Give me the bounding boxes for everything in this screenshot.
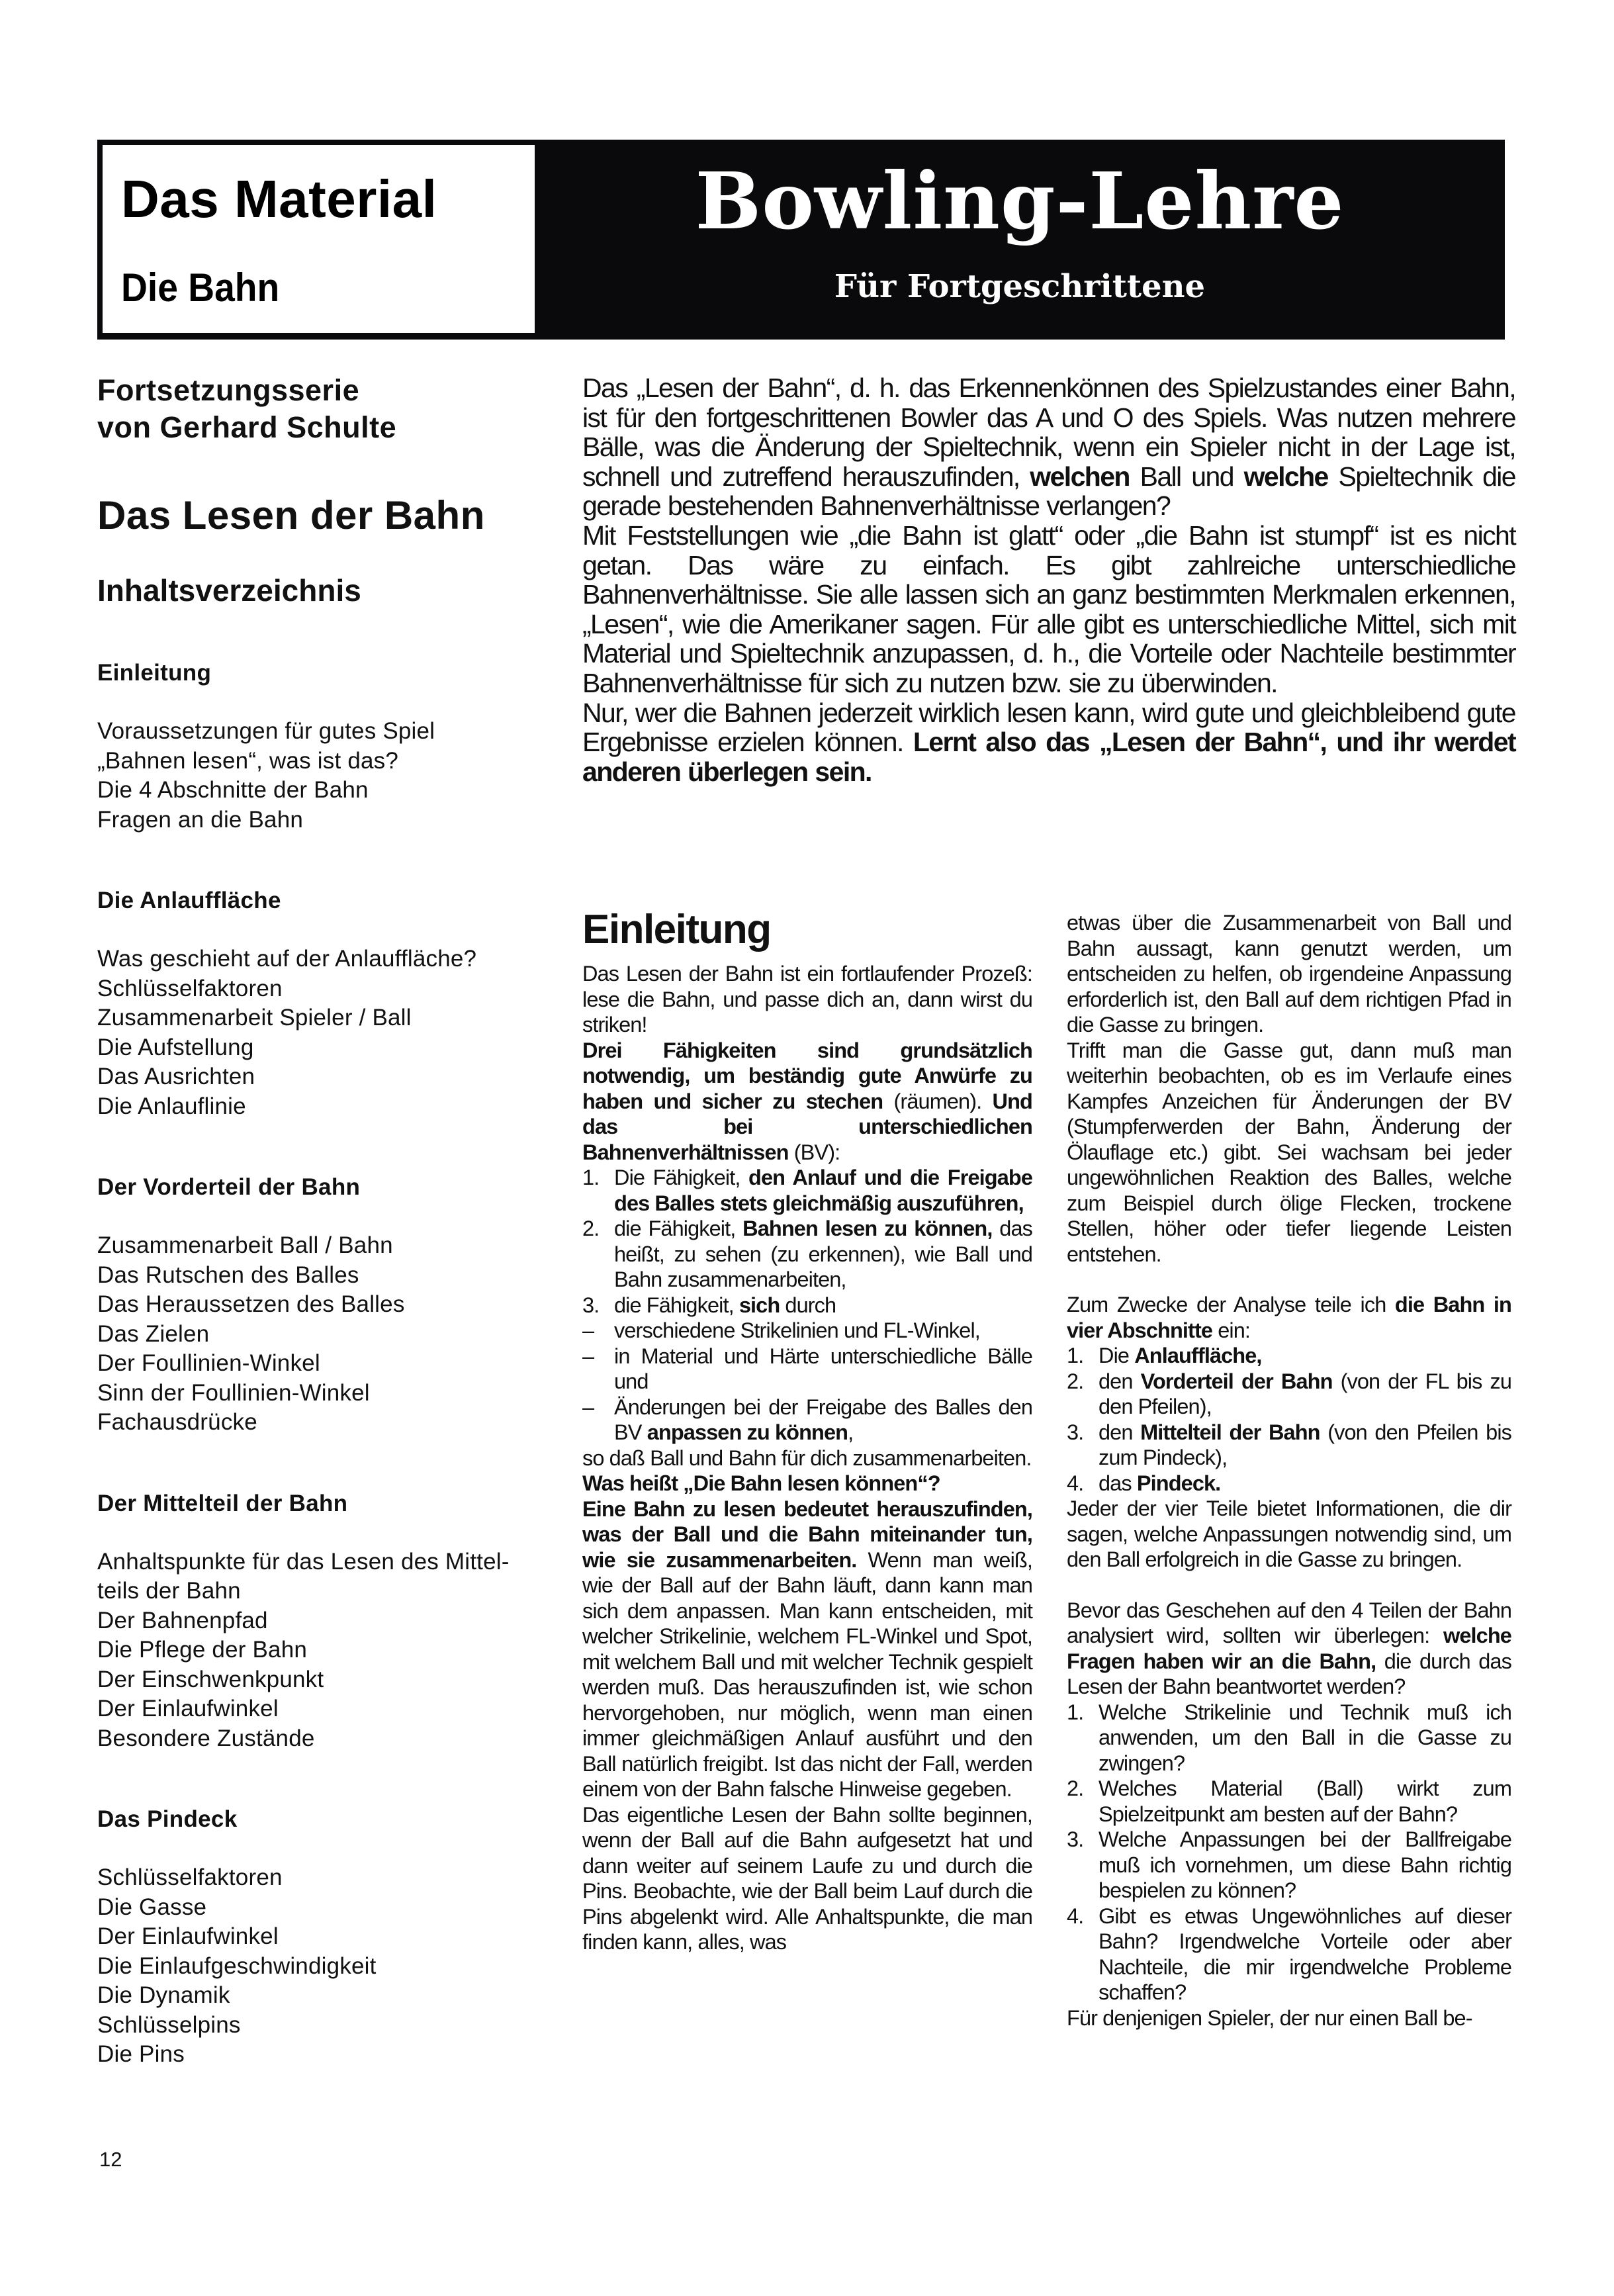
toc-item: Schlüsselfaktoren — [97, 975, 283, 1001]
header-category-box — [103, 145, 535, 333]
toc-section-heading: Das Pindeck — [97, 1806, 238, 1832]
toc-item: Der Foullinien-Winkel — [97, 1350, 320, 1376]
list-item: 3. den Mittelteil der Bahn (von den Pfeilen bis zum Pindeck), — [1067, 1420, 1511, 1469]
intro-paragraph: Das „Lesen der Bahn“, d. h. das Erkennenkönnen des Spielzustandes einer Bahn, ist für den fortgeschrittenen Bowler das A und O des Spiels. Was nutzen mehrere Bälle, was die Änderung der Spieltechnik, wenn ein Spieler nicht in der Lage ist, schnell und zutreffend herauszufinden, welchen Ball und welche Spieltechnik die gerade bestehenden Bahnenverhältnisse verlangen? — [582, 373, 1516, 522]
toc-section — [97, 1489, 547, 1754]
toc-section — [97, 1173, 547, 1438]
paragraph: Das Lesen der Bahn ist ein fortlaufender Prozeß: lese die Bahn, und passe dich an, dann wirst du striken! — [582, 962, 1032, 1036]
toc-section-heading: Einleitung — [97, 660, 212, 686]
toc-item: Anhaltspunkte für das Lesen des Mittel-teils der Bahn — [97, 1548, 510, 1604]
list-item: 3. Welche Anpassungen bei der Ballfreigabe muß ich vornehmen, um diese Bahn richtig bespielen zu können? — [1067, 1827, 1511, 1902]
toc-section-heading: Der Mittelteil der Bahn — [97, 1490, 348, 1516]
toc-item: Der Einlaufwinkel — [97, 1923, 279, 1949]
toc-item: Die Anlauflinie — [97, 1093, 246, 1119]
toc-item: „Bahnen lesen“, was ist das? — [97, 747, 399, 774]
toc-item: Die 4 Abschnitte der Bahn — [97, 777, 369, 803]
lane-sections-list — [1067, 1343, 1511, 1496]
intro-text — [582, 373, 1515, 786]
header-title-block — [535, 140, 1505, 340]
list-item: 2. den Vorderteil der Bahn (von der FL bis zu den Pfeilen), — [1067, 1369, 1511, 1418]
list-item: 3. die Fähigkeit, sich durch — [582, 1293, 836, 1317]
toc-item: Fachausdrücke — [97, 1409, 257, 1435]
emphasis: welchen — [1030, 461, 1130, 492]
toc-section — [97, 886, 547, 1121]
toc-item: Die Gasse — [97, 1894, 207, 1920]
list-item: 4. das Pindeck. — [1067, 1471, 1221, 1495]
section-heading: Einleitung — [582, 907, 771, 952]
toc-section-heading: Der Vorderteil der Bahn — [97, 1174, 361, 1200]
toc-item: Die Pins — [97, 2041, 185, 2067]
toc-item: Das Zielen — [97, 1320, 210, 1347]
list-item: 1. Die Anlauffläche, — [1067, 1344, 1262, 1367]
toc-item: Die Pflege der Bahn — [97, 1637, 308, 1663]
list-item: 1. Welche Strikelinie und Technik muß ich anwenden, um den Ball in die Gasse zu zwingen? — [1067, 1700, 1511, 1775]
intro-paragraph: Mit Feststellungen wie „die Bahn ist glatt“ oder „die Bahn ist stumpf“ ist es nicht getan. Das wäre zu einfach. Es gibt zahlreiche unterschiedliche Bahnenverhältnisse. Sie alle lassen sich an ganz bestimmten Merkmalen erkennen, „Lesen“, wie die Amerikaner sagen. Für alle gibt es unterschiedliche Mittel, sich mit Material und Spieltechnik anzupassen, d. h., die Vorteile oder Nachteile bestimmter Bahnenverhältnisse für sich zu nutzen bzw. sie zu überwinden. — [582, 520, 1515, 698]
toc-section — [97, 659, 547, 835]
questions-list — [1067, 1700, 1511, 2005]
list-item: 2. Welches Material (Ball) wirkt zum Spielzeitpunkt am besten auf der Bahn? — [1067, 1776, 1511, 1826]
series-byline — [97, 372, 547, 446]
skills-list — [582, 1165, 1032, 1318]
paragraph: so daß Ball und Bahn für dich zusammenarbeiten. — [582, 1446, 1032, 1470]
toc-section-heading: Die Anlauffläche — [97, 888, 281, 913]
list-item: 4. Gibt es etwas Ungewöhnliches auf dieser Bahn? Irgendwelche Vorteile oder aber Nachteile, die mir irgendwelche Probleme schaffen? — [1067, 1904, 1511, 2004]
toc-section — [97, 1805, 547, 2070]
emphasis: welche — [1243, 461, 1328, 492]
einleitung-column — [582, 905, 1032, 1955]
adaptation-list — [582, 1318, 1032, 1446]
list-item: – verschiedene Strikelinien und FL-Winkel, — [582, 1318, 980, 1342]
toc-item: Das Rutschen des Balles — [97, 1262, 359, 1288]
page-number: 12 — [99, 2148, 122, 2171]
toc-item: Der Einschwenkpunkt — [97, 1666, 324, 1692]
spacer — [1067, 1267, 1511, 1292]
paragraph: Bevor das Geschehen auf den 4 Teilen der Bahn analysiert wird, sollten wir überlegen: welche Fragen haben wir an die Bahn, die durch das Lesen der Bahn beantwortet werden? — [1067, 1598, 1511, 1698]
paragraph: Drei Fähigkeiten sind grundsätzlich notwendig, um beständig gute Anwürfe zu haben und sicher zu stechen (räumen). Und das bei unterschiedlichen Bahnenverhältnissen (BV): — [582, 1038, 1032, 1164]
toc-item: Der Bahnenpfad — [97, 1607, 268, 1633]
paragraph: Eine Bahn zu lesen bedeutet herauszufinden, was der Ball und die Bahn miteinander tun, wie sie zusammenarbeiten. Wenn man weiß, wie der Ball auf der Bahn läuft, dann kann man sich dem anpassen. Man kann entscheiden, mit welcher Strikelinie, welchem FL-Winkel und Spot, mit welchem Ball und mit welcher Technik gespielt werden muß. Das herauszufinden ist, wie schon hervorgehoben, nur möglich, wenn man einen immer gleichmäßigen Anlauf ausführt und den Ball natürlich freigibt. Ist das nicht der Fall, werden einem von der Bahn falsche Hinweise gegeben. — [582, 1496, 1032, 1801]
category-subtitle: Die Bahn — [121, 265, 280, 310]
author-line: von Gerhard Schulte — [97, 410, 397, 444]
toc-item: Die Aufstellung — [97, 1034, 254, 1060]
article-title: Das Lesen der Bahn — [97, 493, 485, 537]
list-item: – in Material und Härte unterschiedliche Bälle und — [582, 1344, 1032, 1393]
toc-item: Das Ausrichten — [97, 1064, 255, 1089]
series-subtitle: Für Fortgeschrittene — [834, 268, 1206, 305]
page-header — [97, 140, 1505, 340]
paragraph: Trifft man die Gasse gut, dann muß man weiterhin beobachten, ob es im Verlaufe eines Kampfes Anzeichen für Änderungen der BV (Stumpferwerden der Bahn, Änderung der Ölauflage etc.) gibt. Sei wachsam bei jeder ungewöhnlichen Reaktion des Balles, welche zum Beispiel durch ölige Flecken, trockene Stellen, höher oder tiefer liegende Leisten entstehen. — [1067, 1038, 1511, 1266]
toc-item: Schlüsselpins — [97, 2011, 241, 2038]
paragraph: etwas über die Zusammenarbeit von Ball und Bahn aussagt, kann genutzt werden, um entscheiden zu helfen, ob irgendeine Anpassung erforderlich ist, den Ball auf dem richtigen Pfad in die Gasse zu bringen. — [1067, 911, 1511, 1036]
toc-item: Zusammenarbeit Spieler / Ball — [97, 1005, 412, 1031]
toc-item: Voraussetzungen für gutes Spiel — [97, 718, 435, 744]
right-column — [1067, 910, 1511, 2031]
toc-item: Zusammenarbeit Ball / Bahn — [97, 1232, 393, 1258]
toc-item: Das Heraussetzen des Balles — [97, 1291, 405, 1317]
series-title: Bowling-Lehre — [695, 155, 1345, 247]
toc-item: Die Dynamik — [97, 1982, 230, 2008]
toc-item: Was geschieht auf der Anlauffläche? — [97, 946, 477, 972]
paragraph: Das eigentliche Lesen der Bahn sollte beginnen, wenn der Ball auf die Bahn aufgesetzt hat und dann weiter auf seinem Laufe zu und durch die Pins. Beobachte, wie der Ball beim Lauf durch die Pins abgelenkt wird. Alle Anhaltspunkte, die man finden kann, alles, was — [582, 1802, 1032, 1954]
toc-item: Besondere Zustände — [97, 1725, 315, 1751]
list-item: 1. Die Fähigkeit, den Anlauf und die Freigabe des Balles stets gleichmäßig auszuführen, — [582, 1166, 1032, 1215]
table-of-contents-column — [97, 372, 547, 2070]
toc-item: Schlüsselfaktoren — [97, 1864, 283, 1890]
toc-item: Der Einlaufwinkel — [97, 1696, 279, 1722]
toc-item: Sinn der Foullinien-Winkel — [97, 1379, 370, 1406]
toc-item: Fragen an die Bahn — [97, 806, 304, 833]
spacer — [1067, 1573, 1511, 1598]
paragraph: Jeder der vier Teile bietet Informationen, die dir sagen, welche Anpassungen notwendig sind, um den Ball erfolgreich in die Gasse zu bringen. — [1067, 1496, 1511, 1571]
paragraph: Für denjenigen Spieler, der nur einen Ball be- — [1067, 2005, 1472, 2030]
list-item: 2. die Fähigkeit, Bahnen lesen zu können, das heißt, zu sehen (zu erkennen), wie Ball und Bahn zusammenarbeiten, — [582, 1217, 1032, 1291]
toc-heading: Inhaltsverzeichnis — [97, 573, 361, 608]
toc-item: Die Einlaufgeschwindigkeit — [97, 1952, 377, 1979]
series-line: Fortsetzungsserie — [97, 373, 360, 407]
paragraph: Zum Zwecke der Analyse teile ich die Bahn in vier Abschnitte ein: — [1067, 1293, 1512, 1342]
list-item: – Änderungen bei der Freigabe des Balles den BV anpassen zu können, — [582, 1395, 1032, 1444]
emphasis: Lernt also das „Lesen der Bahn“, und ihr werdet anderen überlegen sein. — [582, 727, 1515, 787]
intro-paragraph: Nur, wer die Bahnen jederzeit wirklich lesen kann, wird gute und gleichbleibend gute Ergebnisse erzielen können. Lernt also das „Lesen der Bahn“, und ihr werdet anderen überlegen sein. — [582, 697, 1515, 787]
subheading: Was heißt „Die Bahn lesen können“? — [582, 1471, 940, 1495]
category-title: Das Material — [121, 169, 437, 228]
